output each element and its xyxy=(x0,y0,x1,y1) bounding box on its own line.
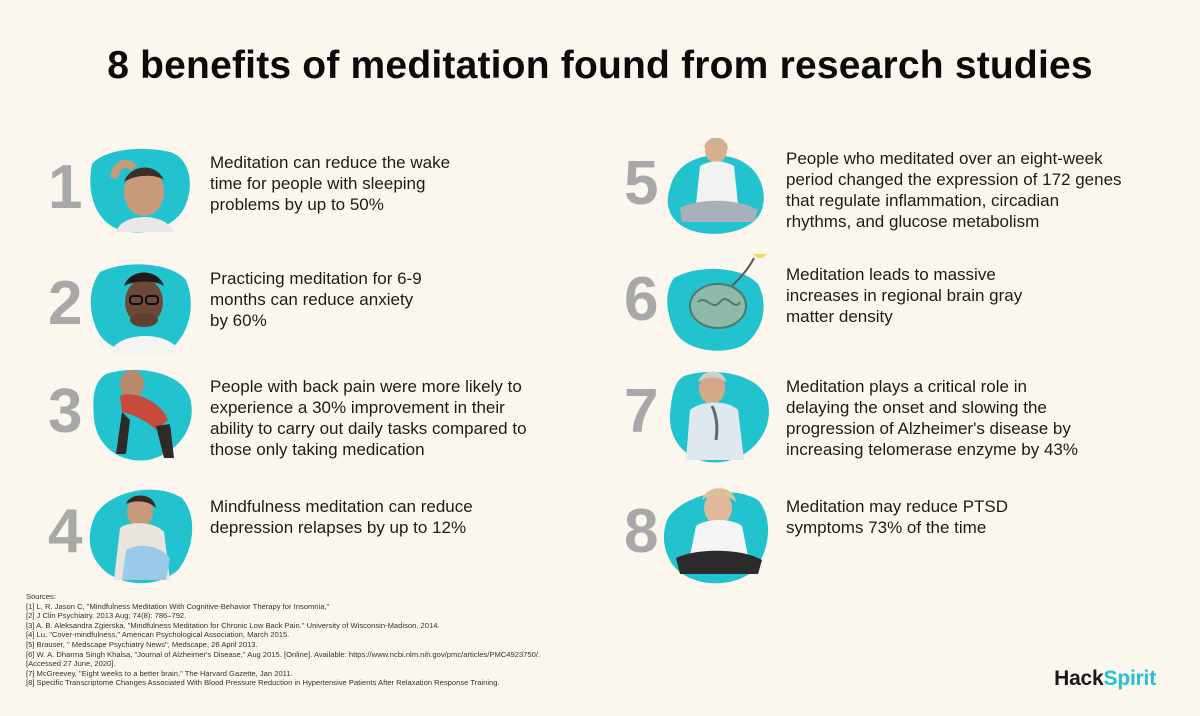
benefit-3 xyxy=(48,376,588,486)
brand-part-hack: Hack xyxy=(1054,667,1104,690)
source-item: [2] J Clin Psychiatry. 2013 Aug; 74(8): 786–792. xyxy=(26,611,187,621)
benefit-text: Meditation may reduce PTSD symptoms 73% of the time xyxy=(786,497,1009,537)
benefit-4 xyxy=(48,496,588,606)
benefit-text: People with back pain were more likely to experience a 30% improvement in their ability to carry out daily tasks compared to those only taking medication xyxy=(210,377,527,459)
anxious-man-photo xyxy=(86,258,196,358)
man-sleeping-photo xyxy=(86,142,196,242)
source-item: [6] W. A. Dharma Singh Khalsa, "Journal of Alzheimer's Disease," Aug 2015. [Online]. Available: https://www.ncbi.nlm.nih.gov/pmc/articles/PMC4923750/. xyxy=(26,649,541,659)
elderly-man-thinking-photo xyxy=(662,366,772,466)
source-item: [5] Brauser, " Medscape Psychiatry News", Medscape, 26 April 2013. xyxy=(26,639,258,649)
benefit-text: Meditation leads to massive increases in regional brain gray matter density xyxy=(786,265,1023,326)
benefit-1 xyxy=(48,152,588,262)
meditating-woman-photo xyxy=(662,138,772,238)
benefit-text: Practicing meditation for 6-9 months can reduce anxiety by 60% xyxy=(210,269,422,330)
benefit-number: 2 xyxy=(48,269,83,338)
benefit-number: 5 xyxy=(624,149,659,218)
benefit-8 xyxy=(624,496,1184,606)
benefit-number: 4 xyxy=(48,497,83,566)
source-item: [8] Specific Transcriptome Changes Associated With Blood Pressure Reduction in Hypertensive Patients After Relaxation Response Training. xyxy=(26,678,500,688)
benefit-text: Meditation plays a critical role in delaying the onset and slowing the progression of Alzheimer's disease by increasing telomerase enzyme by 43% xyxy=(786,377,1078,459)
source-item: [3] A. B. Aleksandra Zgierska, "Mindfulness Meditation for Chronic Low Back Pain." University of Wisconsin-Madison, 2014. xyxy=(26,620,440,630)
source-item: [Accessed 27 June, 2020]. xyxy=(26,659,116,669)
sources-list xyxy=(26,592,540,688)
brain-lightbulb-photo xyxy=(662,254,772,354)
benefit-number: 7 xyxy=(624,377,659,446)
benefit-5 xyxy=(624,148,1184,258)
benefit-text: People who meditated over an eight-week period changed the expression of 172 genes that regulate inflammation, circadian rhythms, and glucose metabolism xyxy=(786,149,1122,231)
source-item: [1] L. R. Jason C, "Mindfulness Meditation With Cognitive-Behavior Therapy for Insomnia," xyxy=(26,601,330,611)
benefit-6 xyxy=(624,264,1184,374)
stressed-woman-photo xyxy=(662,486,772,586)
benefit-number: 3 xyxy=(48,377,83,446)
source-item: [4] Lu, "Cover-mindfulness," American Psychological Association, March 2015. xyxy=(26,630,290,640)
benefit-number: 1 xyxy=(48,153,83,222)
brand-part-spirit: Spirit xyxy=(1103,667,1156,690)
benefit-number: 8 xyxy=(624,497,659,566)
page-title: 8 benefits of meditation found from research studies xyxy=(107,44,1093,87)
hackspirit-logo xyxy=(1054,667,1156,691)
benefit-text: Mindfulness meditation can reduce depression relapses by up to 12% xyxy=(210,497,473,537)
benefit-number: 6 xyxy=(624,265,659,334)
source-item: [7] McGreevey, "Eight weeks to a better brain," The Harvard Gazette, Jan 2011. xyxy=(26,668,293,678)
benefit-7 xyxy=(624,376,1184,486)
man-back-pain-photo xyxy=(86,366,196,466)
sources-heading: Sources: xyxy=(26,592,56,601)
depressed-woman-photo xyxy=(86,486,196,586)
benefit-2 xyxy=(48,268,588,378)
benefit-text: Meditation can reduce the wake time for people with sleeping problems by up to 50% xyxy=(210,153,451,214)
